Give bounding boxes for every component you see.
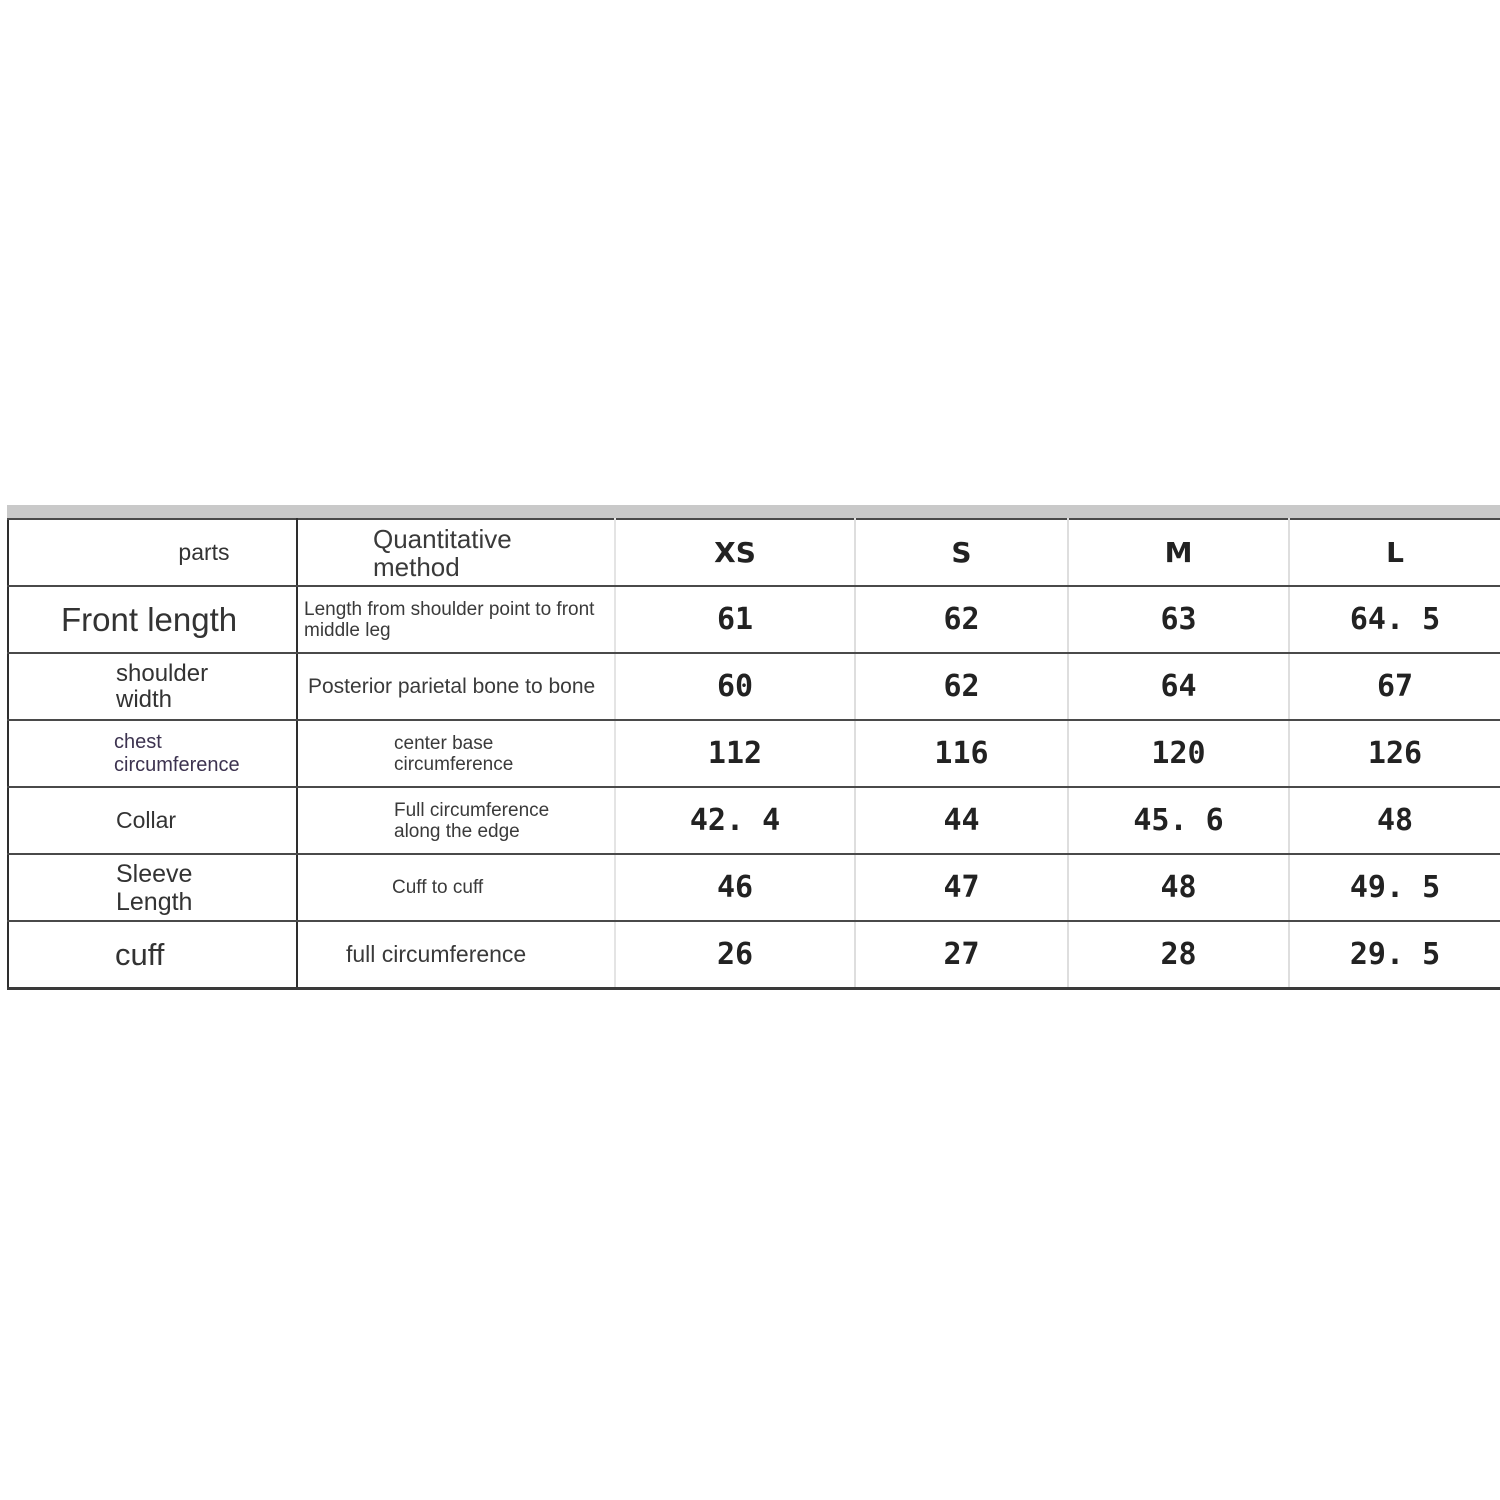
value-m: 28 (1068, 921, 1289, 989)
method-label: full circumference (346, 941, 527, 967)
value-xs: 46 (615, 854, 855, 921)
part-cell (8, 854, 297, 921)
method-header-cell (297, 519, 615, 586)
part-cell (8, 787, 297, 854)
value-s: 27 (855, 921, 1068, 989)
method-label: Full circumference along the edge (394, 799, 550, 842)
value-s: 116 (855, 720, 1068, 787)
value-xs: 61 (615, 586, 855, 653)
parts-header: parts (178, 539, 230, 565)
part-cell (8, 586, 297, 653)
table-row (8, 854, 1500, 921)
header-row (8, 519, 1500, 586)
value-m: 64 (1068, 653, 1289, 720)
size-header-xs: XS (615, 519, 855, 586)
method-label: Cuff to cuff (392, 877, 484, 898)
table-row (8, 653, 1500, 720)
part-cell (8, 653, 297, 720)
part-cell (8, 720, 297, 787)
value-m: 63 (1068, 586, 1289, 653)
value-xs: 42. 4 (615, 787, 855, 854)
method-cell (297, 720, 615, 787)
value-l: 48 (1289, 787, 1500, 854)
value-s: 62 (855, 586, 1068, 653)
part-label: chest circumference (114, 730, 240, 776)
part-label: Sleeve Length (116, 859, 193, 916)
parts-header-cell (8, 519, 297, 586)
part-cell (8, 921, 297, 989)
table-row (8, 787, 1500, 854)
method-cell (297, 854, 615, 921)
part-label: shoulder width (116, 659, 209, 713)
value-s: 44 (855, 787, 1068, 854)
method-cell (297, 787, 615, 854)
value-l: 29. 5 (1289, 921, 1500, 989)
value-s: 62 (855, 653, 1068, 720)
value-l: 67 (1289, 653, 1500, 720)
top-border-band (7, 505, 1500, 518)
value-l: 49. 5 (1289, 854, 1500, 921)
method-cell (297, 586, 615, 653)
size-header-l: L (1289, 519, 1500, 586)
table-row (8, 921, 1500, 989)
method-label: Posterior parietal bone to bone (308, 674, 596, 698)
method-cell (297, 653, 615, 720)
part-label: Collar (116, 807, 177, 833)
size-chart (7, 505, 1500, 995)
part-label: Front length (61, 600, 238, 638)
size-header-m: M (1068, 519, 1289, 586)
value-s: 47 (855, 854, 1068, 921)
method-label: center base circumference (394, 732, 514, 775)
value-xs: 26 (615, 921, 855, 989)
value-l: 64. 5 (1289, 586, 1500, 653)
value-m: 48 (1068, 854, 1289, 921)
value-l: 126 (1289, 720, 1500, 787)
size-table (7, 518, 1500, 990)
method-label: Length from shoulder point to front middle leg (304, 598, 595, 641)
table-row (8, 720, 1500, 787)
value-m: 120 (1068, 720, 1289, 787)
value-xs: 60 (615, 653, 855, 720)
part-label: cuff (115, 936, 165, 972)
size-header-s: S (855, 519, 1068, 586)
value-m: 45. 6 (1068, 787, 1289, 854)
method-cell (297, 921, 615, 989)
value-xs: 112 (615, 720, 855, 787)
table-row (8, 586, 1500, 653)
method-header: Quantitative method (373, 523, 512, 582)
